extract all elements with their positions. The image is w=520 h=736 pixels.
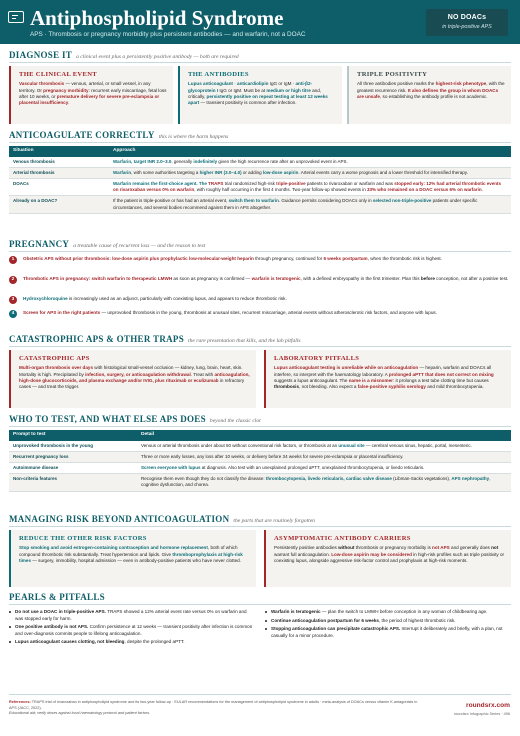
section-title: ANTICOAGULATE CORRECTLY — [9, 130, 155, 140]
references — [9, 700, 419, 717]
pearls-right-column — [265, 609, 511, 641]
list-item-text: Screen for APS in the right patients — unprovoked thrombosis in the young, thrombosis at unusual sites, recurrent miscarriage, arterial events without atherosclerotic risk factors, and anyone with lupus. — [23, 310, 437, 315]
references-label: References: — [9, 700, 31, 704]
table-row — [9, 474, 511, 491]
card-heading: THE ANTIBODIES — [188, 71, 249, 78]
badge-sub-text: in triple-positive APS — [442, 23, 492, 30]
who-to-test-table — [9, 430, 511, 492]
list-item: Continue anticoagulation postpartum for 6 weeks, the period of highest thrombotic risk. — [265, 618, 511, 625]
section-heading-who-to-test — [9, 413, 511, 426]
no-doacs-badge — [426, 9, 508, 36]
section-divider — [9, 346, 511, 347]
card-body: All three antibodies positive marks the highest-risk phenotype, with the greatest recurrence risk. It also defines the group in whom DOACs are unsafe, so establishing the antibody profile is not academic. — [357, 81, 505, 99]
table-row — [9, 451, 511, 462]
list-item-text: Obstetric APS without prior thrombosis: low-dose aspirin plus prophylactic low-molecular-weight heparin through pregnancy, continued for 6 weeks postpartum, when the thrombotic risk is highest. — [23, 256, 442, 261]
site-link[interactable]: roundsrx.com — [466, 702, 510, 709]
row-detail: Venous or arterial thrombosis under about 50 without conventional risk factors, or thrombosis at an unusual site — cerebral venous sinus, hepatic, portal, mesenteric. — [137, 441, 511, 452]
row-detail: Recognise them even though they do not classify the disease: thrombocytopenia, livedo reticularis, cardiac valve disease (Libman-Sacks vegetations), APS nephropathy, cognitive dysfunction, and chorea. — [137, 474, 511, 491]
section-heading-pearls — [9, 591, 511, 603]
card-laboratory-pitfalls — [264, 350, 511, 408]
section-heading-anticoagulate — [9, 129, 511, 142]
list-item-text: Hydroxychloroquine is increasingly used as an adjunct, particularly with coexisting lupus, and appears to reduce thrombotic risk. — [23, 296, 287, 301]
card-asymptomatic-carriers — [264, 530, 511, 587]
section-title: PREGNANCY — [9, 239, 70, 249]
column-header-approach: Approach — [109, 146, 511, 157]
section-divider — [9, 526, 511, 527]
section-heading-diagnose — [9, 49, 511, 62]
section-divider — [9, 426, 511, 427]
card-antibodies — [178, 66, 342, 124]
badge-main-text: NO DOACs — [447, 14, 487, 21]
row-situation: Venous thrombosis — [9, 157, 109, 168]
disclaimer: Educational aid; verify doses against local haematology protocol and patient factors. — [9, 711, 151, 716]
card-reduce-risk-factors — [9, 530, 256, 587]
section-divider — [9, 251, 511, 252]
card-clinical-event — [9, 66, 173, 124]
row-situation: DOACs — [9, 179, 109, 196]
section-heading-managing-risk — [9, 513, 511, 526]
table-header-row — [9, 146, 511, 157]
card-catastrophic-aps — [9, 350, 256, 408]
row-approach: If the patient is triple-positive or has had an arterial event, switch them to warfarin. Guidance permits considering DOACs only in selected non-triple-positive patients under specific circumstances, and several bodies recommend against them in APS altogether. — [109, 196, 511, 213]
section-title: MANAGING RISK BEYOND ANTICOAGULATION — [9, 514, 230, 524]
card-heading: THE CLINICAL EVENT — [19, 71, 97, 78]
row-prompt: Autoimmune disease — [9, 463, 137, 474]
table-header-row — [9, 430, 511, 441]
list-item: Lupus anticoagulant causes clotting, not bleeding, despite the prolonged aPTT. — [9, 639, 255, 646]
table-row — [9, 167, 511, 178]
page-subtitle: APS · Thrombosis or pregnancy morbidity plus persistent antibodies — and warfarin, not a DOAC — [30, 31, 306, 38]
card-body: Lupus anticoagulant testing is unreliable while on anticoagulation — heparin, warfarin and DOACs all interfere, so interpret with the haematology laboratory. A prolonged aPTT that does not correct on mixing suggests a lupus anticoagulant. The name is a misnomer: it prolongs a test tube clotting time but causes thrombosis, not bleeding. Also expect a false-positive syphilis serology and mild thrombocytopenia. — [274, 365, 494, 390]
list-item: Do not use a DOAC in triple-positive APS. TRAPS showed a 12% arterial event rate versus 0% on warfarin and was stopped early for harm. — [9, 609, 255, 622]
row-situation: Already on a DOAC? — [9, 196, 109, 213]
card-body: Persistently positive antibodies without thrombosis or pregnancy morbidity is not APS and generally does not warrant full anticoagulation. Low-dose aspirin may be considered in high-risk profiles such as triple positivity or coexisting lupus, alongside aggressive risk-factor control and prophylaxis at high-risk moments. — [274, 545, 505, 563]
table-row — [9, 463, 511, 474]
list-item: Warfarin is teratogenic — plan the switch to LMWH before conception in any woman of childbearing age. — [265, 609, 511, 616]
card-body: Vascular thrombosis — venous, arterial, or small vessel, in any territory. Or pregnancy morbidity: recurrent early miscarriage, fetal loss after 10 weeks, or premature delivery for severe pre-eclampsia or placental insufficiency. — [19, 81, 167, 106]
list-item: One positive antibody is not APS. Confirm persistence at 12 weeks — transient positivity after infection is common and over-diagnosis commits people to lifelong anticoagulation. — [9, 624, 255, 637]
row-situation: Arterial thrombosis — [9, 167, 109, 178]
step-number: 3 — [9, 296, 17, 304]
table-row — [9, 441, 511, 452]
row-approach: Warfarin, target INR 2.0–3.0, generally indefinitely given the high recurrence rate after an unprovoked event in APS. — [109, 157, 511, 168]
card-body: Multi-organ thrombosis over days with histological small-vessel occlusion — kidney, lung, brain, heart, skin. Mortality is high. Precipitated by infection, surgery, or anticoagulation withdrawal. Treat with anticoagulation, high-dose glucocorticoids, and plasma exchange and/or IVIG, plus rituximab or eculizumab in refractory cases — and treat the trigger. — [19, 365, 250, 390]
row-prompt: Non-criteria features — [9, 474, 137, 491]
section-title: WHO TO TEST, AND WHAT ELSE APS DOES — [9, 414, 206, 424]
section-note: a treatable cause of recurrent loss — and the reason to test — [73, 243, 206, 249]
section-note: this is where the harm happens — [158, 134, 229, 140]
card-heading: TRIPLE POSITIVITY — [357, 71, 428, 78]
section-title: DIAGNOSE IT — [9, 50, 73, 60]
step-number: 1 — [9, 256, 17, 264]
section-heading-catastrophic — [9, 333, 511, 346]
anticoagulation-table — [9, 146, 511, 214]
section-divider — [9, 62, 511, 63]
card-body: Stop smoking and avoid estrogen-containing contraception and hormone replacement, both of which compound thrombotic risk substantially. Treat hypertension and lipids. Give thromboprophylaxis at high-risk times — surgery, immobility, hospital admission — even in antibody-positive patients who have never clotted. — [19, 545, 243, 563]
list-item: Stopping anticoagulation can precipitate catastrophic APS. Interrupt it deliberately and briefly, with a plan, not casually for a minor procedure. — [265, 626, 511, 639]
column-header-detail: Detail — [137, 430, 511, 441]
table-row — [9, 196, 511, 213]
card-heading: CATASTROPHIC APS — [19, 355, 90, 362]
section-divider — [9, 604, 511, 605]
document-icon — [8, 11, 24, 23]
row-prompt: Unprovoked thrombosis in the young — [9, 441, 137, 452]
references-text: TRAPS trial of rivaroxaban in antiphospholipid syndrome and its two-year follow-up · EULAR recommendations for the management of antiphospholipid syndrome in adults · meta-analysis of DOACs versus vitamin K antagonists in APS (JACC, 2022). — [9, 700, 418, 710]
card-heading: REDUCE THE OTHER RISK FACTORS — [19, 535, 147, 542]
page-title: Antiphospholipid Syndrome — [30, 6, 284, 30]
card-body: Lupus anticoagulant · anticardiolipin IgG or IgM · anti-β2-glycoprotein I IgG or IgM. Must be at medium or high titre and, critically, persistently positive on repeat testing at least 12 weeks apart — transient positivity is common after infection. — [188, 81, 328, 106]
section-note: the rare presentation that kills, and the lab pitfalls — [188, 338, 301, 344]
series-label: roundsrx Infographic Series · 496 — [453, 712, 510, 716]
table-row — [9, 157, 511, 168]
section-title: CATASTROPHIC APS & OTHER TRAPS — [9, 334, 185, 344]
section-note: beyond the classic clot — [209, 418, 261, 424]
section-divider — [9, 142, 511, 143]
card-triple-positivity — [347, 66, 511, 124]
list-item-text: Thrombotic APS in pregnancy: switch warfarin to therapeutic LMWH as soon as pregnancy is confirmed — warfarin is teratogenic, with a defined embryopathy in the first trimester. Plan this before conception, not after a positive test. — [23, 276, 509, 281]
footer-divider — [9, 694, 511, 695]
row-approach: Warfarin remains the first-choice agent. The TRAPS trial randomized high-risk triple-positive patients to rivaroxaban or warfarin and was stopped early: 12% had arterial thrombotic events on rivaroxaban versus 0% on warfarin, with roughly half occurring in the first 4 months. Two-year follow-up showed events in 33% who remained on a DOAC versus 6% on warfarin. — [109, 179, 511, 196]
table-row — [9, 179, 511, 196]
row-approach: Warfarin, with some authorities targeting a higher INR (3.0–4.0) or adding low-dose aspirin. Arterial events carry a worse prognosis and a lower threshold for intensified therapy. — [109, 167, 511, 178]
step-number: 2 — [9, 276, 17, 284]
row-detail: Screen everyone with lupus at diagnosis. Also test with an unexplained prolonged aPTT, unexplained thrombocytopenia, or livedo reticularis. — [137, 463, 511, 474]
section-note: the parts that are routinely forgotten — [233, 518, 315, 524]
pearls-left-column — [9, 609, 255, 648]
section-heading-pregnancy — [9, 238, 511, 251]
row-detail: Three or more early losses, any loss after 10 weeks, or delivery before 34 weeks for severe pre-eclampsia or placental insufficiency. — [137, 451, 511, 462]
section-note: a clinical event plus a persistently positive antibody — both are required — [76, 54, 239, 60]
step-number: 4 — [9, 310, 17, 318]
card-heading: LABORATORY PITFALLS — [274, 355, 360, 362]
card-heading: ASYMPTOMATIC ANTIBODY CARRIERS — [274, 535, 411, 542]
section-title: PEARLS & PITFALLS — [9, 592, 105, 602]
column-header-prompt: Prompt to test — [9, 430, 137, 441]
row-prompt: Recurrent pregnancy loss — [9, 451, 137, 462]
header-banner — [0, 0, 520, 44]
column-header-situation: Situation — [9, 146, 109, 157]
